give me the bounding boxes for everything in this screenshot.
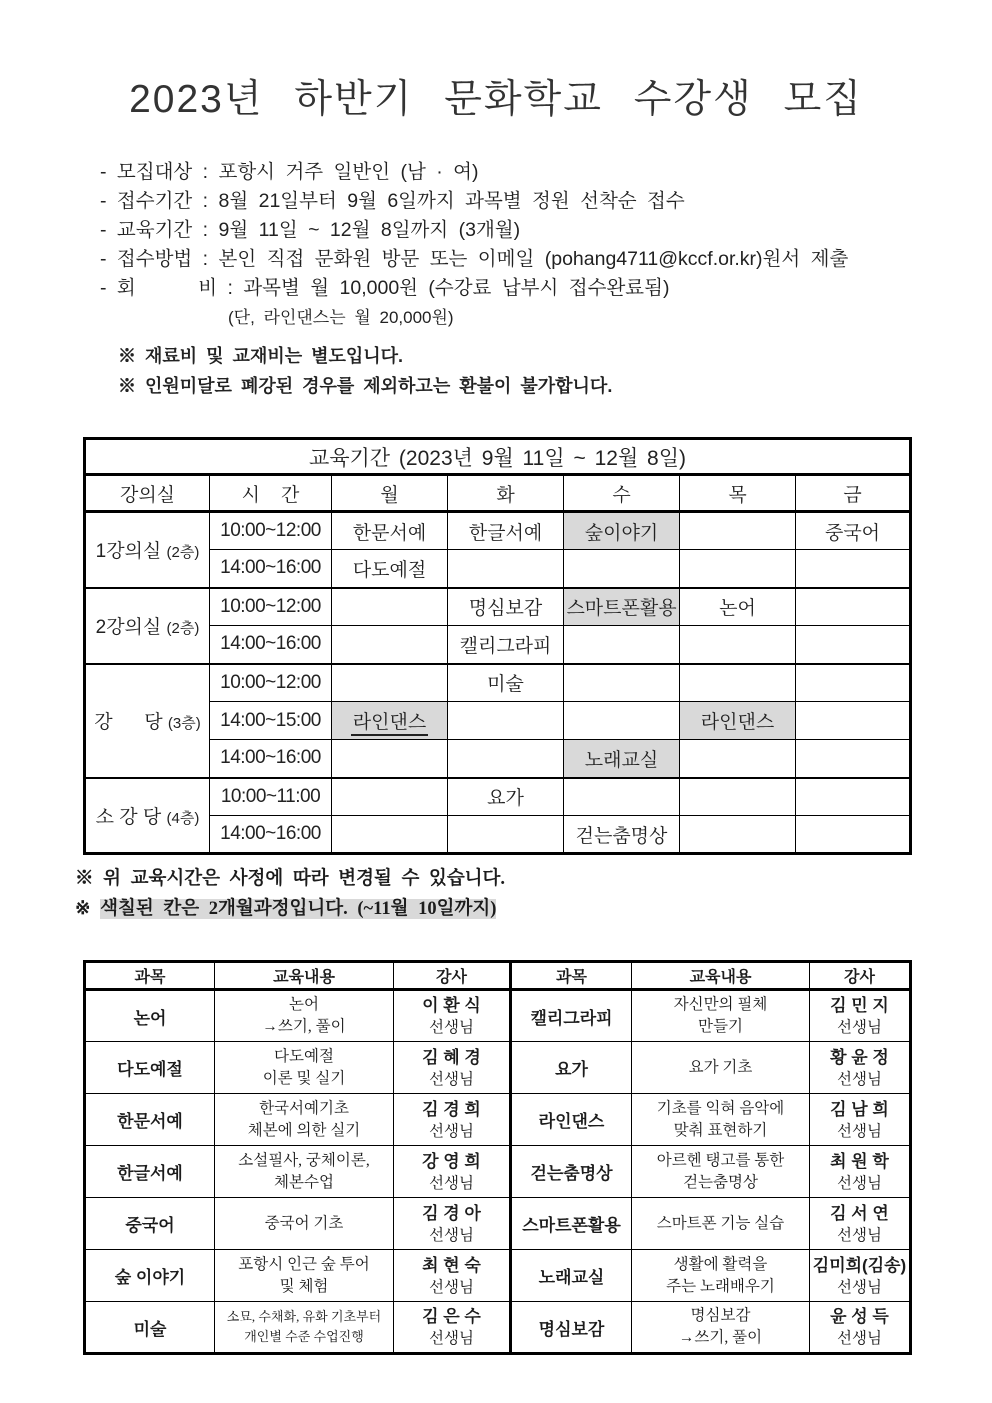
course-subject: 다도예절 [85, 1042, 215, 1094]
class-cell-tue [448, 664, 564, 702]
class-cell-thu [680, 588, 796, 626]
col-header-wed: 수 [564, 475, 680, 512]
course-subject: 미술 [85, 1302, 215, 1354]
course-teacher [810, 1146, 911, 1198]
room-floor: (2층) [166, 620, 200, 637]
course-row [85, 1094, 911, 1146]
teacher-suffix: 선생님 [429, 1070, 474, 1088]
course-content-line: 스마트폰 기능 실습 [656, 1214, 785, 1232]
course-content [632, 1250, 810, 1302]
room-name: 소 강 당 [95, 806, 162, 828]
teacher-name: 윤 성 득 [830, 1307, 889, 1326]
course-teacher [810, 990, 911, 1042]
room-cell [85, 588, 210, 664]
teacher-name: 김 은 수 [422, 1307, 481, 1326]
teacher-suffix: 선생님 [429, 1278, 474, 1296]
teacher-suffix: 선생님 [837, 1330, 882, 1347]
empty-cell-wed [564, 550, 680, 588]
courses-header-row [85, 962, 911, 990]
footnote-time-change: ※ 위 교육시간은 사정에 따라 변경될 수 있습니다. [75, 869, 506, 889]
course-row [85, 1302, 911, 1354]
class-name: 논어 [719, 598, 756, 620]
class-name: 미술 [487, 674, 524, 696]
col-header-fri: 금 [796, 475, 911, 512]
empty-cell-mon [332, 816, 448, 854]
col-header-teacher-left: 강사 [394, 962, 511, 990]
time-slot-cell: 14:00~16:00 [210, 740, 332, 778]
course-content-line: 소묘, 수채화, 유화 기초부터 [226, 1309, 382, 1324]
teacher-suffix: 선생님 [837, 1226, 882, 1244]
class-cell-tue [448, 512, 564, 550]
empty-cell-mon [332, 588, 448, 626]
schedule-row [85, 664, 911, 702]
class-cell-tue [448, 588, 564, 626]
course-content [215, 1146, 394, 1198]
schedule-row [85, 512, 911, 550]
teacher-suffix: 선생님 [837, 1122, 882, 1140]
empty-cell-thu [680, 816, 796, 854]
course-teacher [394, 1198, 511, 1250]
course-teacher [394, 990, 511, 1042]
course-content-line: →쓰기, 풀이 [262, 1018, 346, 1035]
schedule-title-row [85, 439, 911, 475]
class-name: 캘리그라피 [459, 635, 552, 657]
course-teacher [810, 1302, 911, 1354]
info-line-recruit-target: - 모집대상 : 포항시 거주 일반인 (남 · 여) [100, 161, 479, 183]
empty-cell-thu [680, 778, 796, 816]
col-header-content-left: 교육내용 [215, 962, 394, 990]
course-content [632, 1302, 810, 1354]
col-header-subject-right: 과목 [511, 962, 632, 990]
teacher-name: 김 혜 경 [422, 1047, 481, 1067]
teacher-name: 황 윤 정 [830, 1047, 889, 1067]
room-name: 강 당 [94, 712, 163, 733]
course-content-line: 명심보감 [690, 1307, 751, 1324]
empty-cell-thu [680, 550, 796, 588]
course-content-line: 및 체험 [279, 1277, 329, 1295]
class-cell-thu [680, 702, 796, 740]
class-cell-wed [564, 816, 680, 854]
class-cell-wed [564, 740, 680, 778]
course-teacher [394, 1094, 511, 1146]
class-cell-wed [564, 588, 680, 626]
info-list [100, 158, 992, 331]
empty-cell-tue [448, 816, 564, 854]
class-cell-wed [564, 512, 680, 550]
course-subject: 한문서예 [85, 1094, 215, 1146]
course-subject: 요가 [511, 1042, 632, 1094]
course-row [85, 990, 911, 1042]
empty-cell-wed [564, 778, 680, 816]
teacher-name: 최 원 학 [830, 1151, 889, 1171]
col-header-room: 강의실 [85, 475, 210, 512]
col-header-subject-left: 과목 [85, 962, 215, 990]
time-slot-cell: 14:00~16:00 [210, 550, 332, 588]
class-name: 숲이야기 [584, 522, 659, 544]
info-line-apply-method: - 접수방법 : 본인 직접 문화원 방문 또는 이메일 (pohang4711@kccf.or.kr)원서 제출 [100, 248, 849, 270]
class-cell-tue [448, 778, 564, 816]
course-content-line: 생활에 활력을 [673, 1255, 768, 1273]
footnote-shaded-cells [75, 894, 992, 924]
empty-cell-thu [680, 626, 796, 664]
info-line-apply-period: - 접수기간 : 8월 21일부터 9월 6일까지 과목별 정원 선착순 접수 [100, 190, 685, 212]
empty-cell-tue [448, 740, 564, 778]
course-content-line: 맞춰 표현하기 [673, 1121, 768, 1139]
empty-cell-thu [680, 664, 796, 702]
course-content [215, 1250, 394, 1302]
empty-cell-tue [448, 702, 564, 740]
empty-cell-mon [332, 778, 448, 816]
course-teacher [394, 1042, 511, 1094]
class-name: 걷는춤명상 [575, 825, 668, 847]
course-content [632, 1198, 810, 1250]
notice-refund: ※ 인원미달로 폐강된 경우를 제외하고는 환불이 불가합니다. [118, 376, 613, 396]
course-subject: 노래교실 [511, 1250, 632, 1302]
empty-cell-thu [680, 512, 796, 550]
class-name: 라인댄스 [700, 712, 775, 733]
course-content [632, 990, 810, 1042]
course-row [85, 1042, 911, 1094]
teacher-suffix: 선생님 [429, 1226, 474, 1244]
schedule-title: 교육기간 (2023년 9월 11일 ~ 12월 8일) [85, 439, 911, 475]
teacher-suffix: 선생님 [837, 1070, 882, 1088]
col-header-mon: 월 [332, 475, 448, 512]
class-name: 스마트폰활용 [566, 598, 677, 620]
col-header-time: 시 간 [210, 475, 332, 512]
schedule-row [85, 588, 911, 626]
empty-cell-mon [332, 626, 448, 664]
class-name: 노래교실 [584, 749, 659, 771]
empty-cell-mon [332, 740, 448, 778]
course-content [215, 990, 394, 1042]
course-teacher [810, 1250, 911, 1302]
class-cell-mon [332, 512, 448, 550]
class-name: 요가 [487, 788, 524, 810]
empty-cell-thu [680, 740, 796, 778]
course-content-line: 자신만의 필체 [673, 996, 768, 1013]
course-teacher [394, 1250, 511, 1302]
course-content-line: 다도예절 [274, 1047, 334, 1065]
course-subject: 숲 이야기 [85, 1250, 215, 1302]
teacher-name: 최 현 숙 [422, 1255, 481, 1275]
course-content-line: 중국어 기초 [264, 1214, 344, 1232]
class-name: 중국어 [824, 522, 881, 544]
teacher-suffix: 선생님 [837, 1019, 882, 1036]
class-cell-mon [332, 550, 448, 588]
course-content-line: 이론 및 실기 [262, 1069, 346, 1087]
info-line-edu-period: - 교육기간 : 9월 11일 ~ 12월 8일까지 (3개월) [100, 219, 521, 241]
time-slot-cell: 14:00~16:00 [210, 816, 332, 854]
course-content-line: 만들기 [698, 1018, 743, 1035]
empty-cell-mon [332, 664, 448, 702]
col-header-teacher-right: 강사 [810, 962, 911, 990]
room-floor: (4층) [166, 809, 200, 827]
room-name: 2강의실 [95, 617, 162, 638]
empty-cell-wed [564, 702, 680, 740]
course-content [632, 1094, 810, 1146]
course-row [85, 1146, 911, 1198]
course-teacher [810, 1042, 911, 1094]
class-name: 한글서예 [468, 522, 543, 544]
room-cell [85, 664, 210, 778]
teacher-suffix: 선생님 [429, 1174, 474, 1192]
course-subject: 캘리그라피 [511, 990, 632, 1042]
course-content-line: 한국서예기초 [259, 1099, 349, 1117]
course-content-line: 포항시 인근 숲 투어 [238, 1255, 370, 1273]
time-slot-cell: 14:00~15:00 [210, 702, 332, 740]
course-content [632, 1042, 810, 1094]
course-subject: 중국어 [85, 1198, 215, 1250]
room-floor: (2층) [166, 544, 200, 562]
empty-cell-fri [796, 588, 911, 626]
course-content-line: →쓰기, 풀이 [678, 1329, 763, 1346]
course-content [215, 1042, 394, 1094]
class-cell-tue [448, 626, 564, 664]
empty-cell-tue [448, 550, 564, 588]
schedule-row [85, 778, 911, 816]
course-content-line: 개인별 수준 수업진행 [244, 1329, 364, 1344]
course-content-line: 아르헨 탱고를 통한 [656, 1151, 785, 1169]
course-content [215, 1302, 394, 1354]
class-name: 다도예절 [352, 559, 427, 581]
teacher-suffix: 선생님 [837, 1278, 882, 1296]
teacher-name: 김미희(김송) [812, 1255, 907, 1275]
notice-materials: ※ 재료비 및 교재비는 별도입니다. [118, 346, 404, 366]
teacher-name: 김 서 연 [830, 1203, 889, 1223]
class-name: 명심보감 [468, 598, 543, 620]
course-content [215, 1198, 394, 1250]
teacher-suffix: 선생님 [429, 1330, 474, 1347]
teacher-name: 강 영 희 [422, 1151, 481, 1171]
courses-table [83, 960, 912, 1355]
course-subject: 스마트폰활용 [511, 1198, 632, 1250]
time-slot-cell: 14:00~16:00 [210, 626, 332, 664]
room-name: 1강의실 [95, 541, 162, 563]
course-teacher [394, 1302, 511, 1354]
time-slot-cell: 10:00~12:00 [210, 664, 332, 702]
course-content-line: 기초를 익혀 음악에 [656, 1099, 785, 1117]
fee-subnote: (단, 라인댄스는 월 20,000원) [228, 308, 454, 327]
course-subject: 라인댄스 [511, 1094, 632, 1146]
notice-list [118, 341, 992, 401]
room-floor: (3층) [167, 715, 201, 732]
teacher-name: 김 남 희 [830, 1099, 889, 1119]
class-cell-mon [332, 702, 448, 740]
empty-cell-wed [564, 626, 680, 664]
time-slot-cell: 10:00~12:00 [210, 588, 332, 626]
schedule-table [83, 437, 912, 855]
course-content [215, 1094, 394, 1146]
class-name: 한문서예 [352, 522, 427, 544]
info-line-fee: - 회 비 : 과목별 월 10,000원 (수강료 납부시 접수완료됨) [100, 277, 670, 299]
course-content-line: 논어 [289, 996, 319, 1013]
teacher-suffix: 선생님 [429, 1019, 474, 1036]
empty-cell-fri [796, 816, 911, 854]
course-row [85, 1198, 911, 1250]
teacher-name: 김 민 지 [830, 996, 889, 1015]
empty-cell-fri [796, 626, 911, 664]
course-subject: 한글서예 [85, 1146, 215, 1198]
course-content-line: 체본수업 [274, 1173, 334, 1191]
class-cell-fri [796, 512, 911, 550]
empty-cell-wed [564, 664, 680, 702]
course-subject: 명심보감 [511, 1302, 632, 1354]
course-teacher [810, 1094, 911, 1146]
room-cell [85, 512, 210, 588]
empty-cell-fri [796, 702, 911, 740]
time-slot-cell: 10:00~12:00 [210, 512, 332, 550]
teacher-suffix: 선생님 [837, 1174, 882, 1192]
room-cell [85, 778, 210, 854]
course-subject: 걷는춤명상 [511, 1146, 632, 1198]
course-content-line: 요가 기초 [688, 1058, 753, 1076]
empty-cell-fri [796, 550, 911, 588]
course-content-line: 주는 노래배우기 [666, 1277, 775, 1295]
course-subject: 논어 [85, 990, 215, 1042]
course-content-line: 걷는춤명상 [683, 1173, 758, 1191]
teacher-name: 김 경 희 [422, 1099, 481, 1119]
course-content-line: 소설필사, 궁체이론, [238, 1151, 370, 1169]
schedule-footnotes [75, 864, 992, 924]
empty-cell-fri [796, 740, 911, 778]
teacher-name: 이 환 식 [422, 996, 481, 1015]
course-content-line: 체본에 의한 실기 [247, 1121, 361, 1139]
footnote-marker: ※ [75, 899, 101, 919]
class-name: 라인댄스 [351, 712, 428, 736]
course-teacher [394, 1146, 511, 1198]
time-slot-cell: 10:00~11:00 [210, 778, 332, 816]
col-header-thu: 목 [680, 475, 796, 512]
col-header-tue: 화 [448, 475, 564, 512]
course-content [632, 1146, 810, 1198]
page-title: 2023년 하반기 문화학교 수강생 모집 [129, 78, 863, 121]
col-header-content-right: 교육내용 [632, 962, 810, 990]
teacher-suffix: 선생님 [429, 1122, 474, 1140]
teacher-name: 김 경 아 [422, 1203, 481, 1223]
empty-cell-fri [796, 664, 911, 702]
empty-cell-fri [796, 778, 911, 816]
schedule-header-row [85, 475, 911, 512]
footnote-highlighted-text: 색칠된 칸은 2개월과정입니다. (~11월 10일까지) [100, 899, 497, 919]
course-teacher [810, 1198, 911, 1250]
course-row [85, 1250, 911, 1302]
